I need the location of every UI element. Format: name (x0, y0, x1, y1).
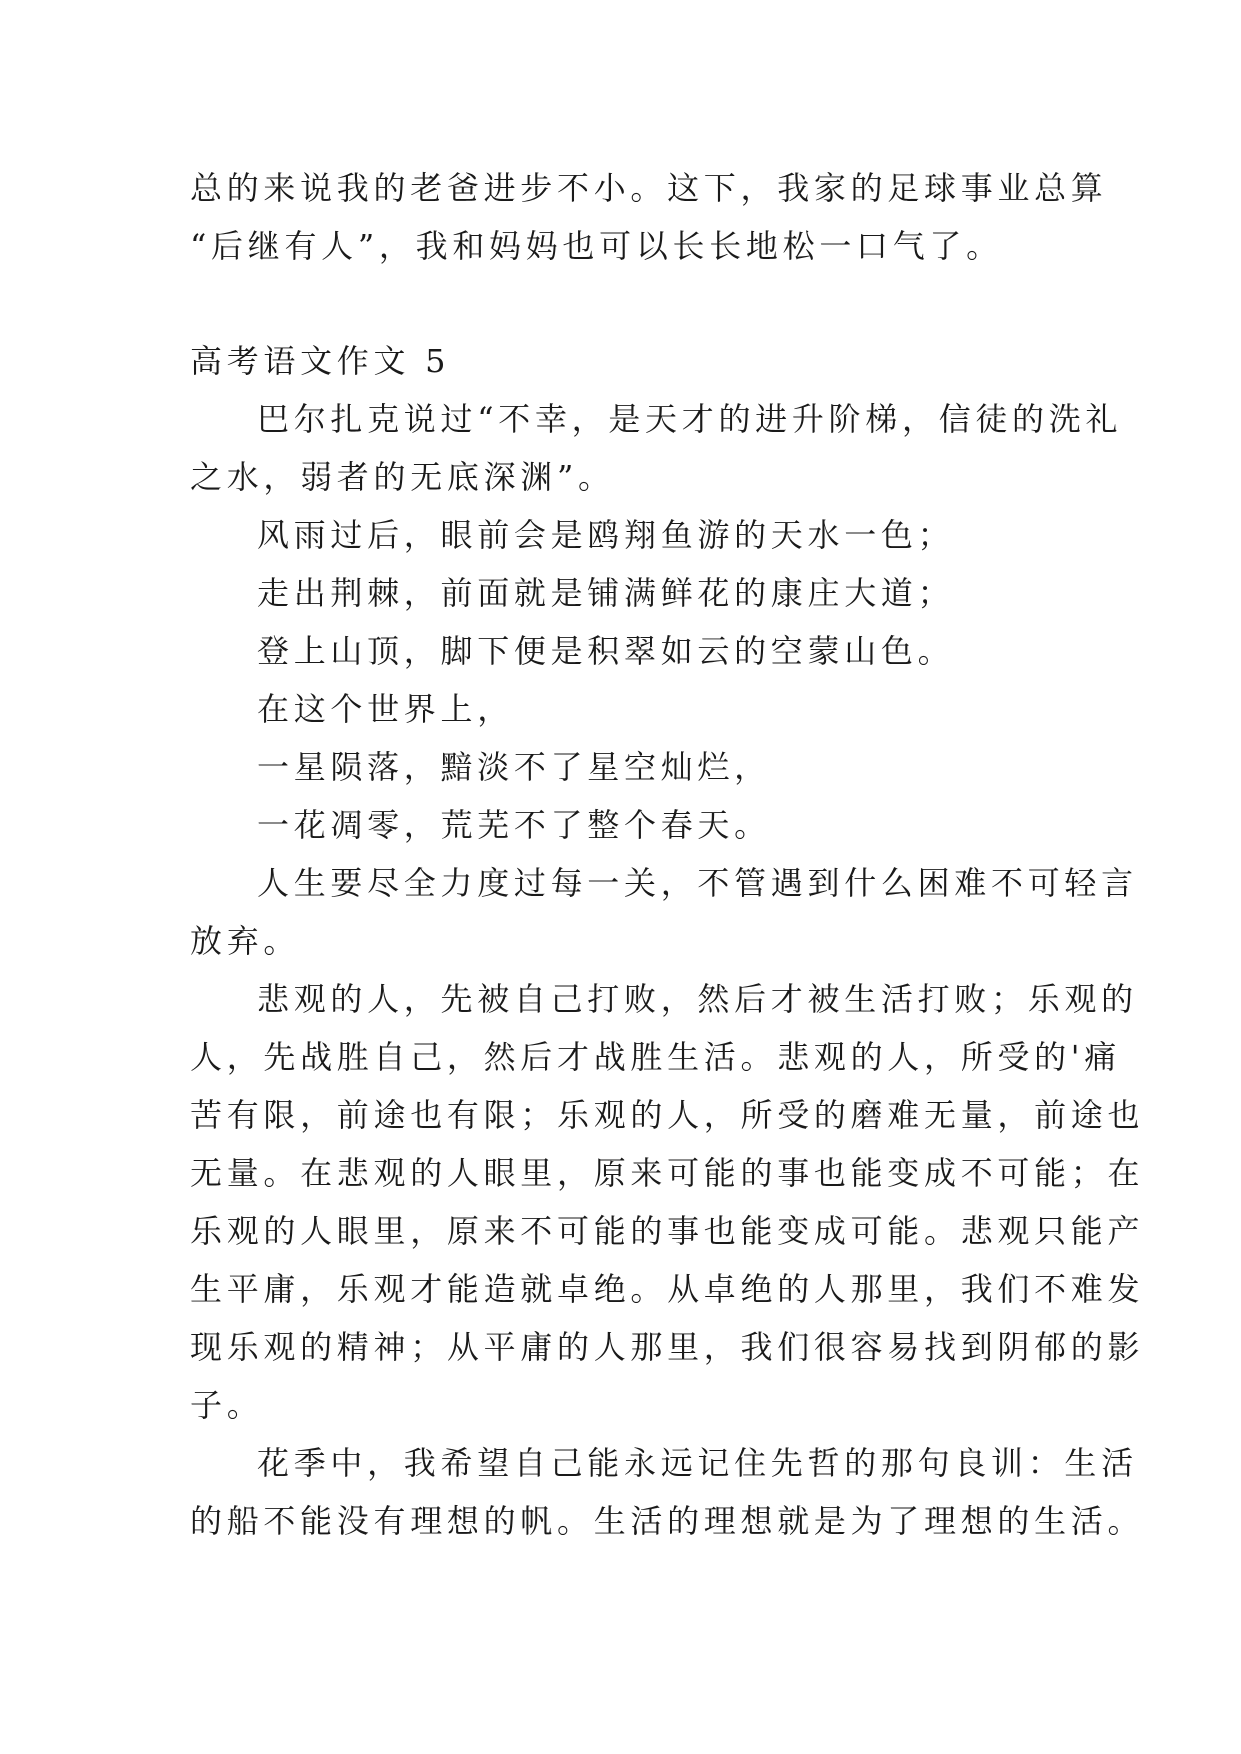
section-title: 高考语文作文 5 (190, 342, 451, 380)
paragraph-line: 无量。在悲观的人眼里，原来可能的事也能变成不可能；在 (190, 1154, 1145, 1192)
text-line: “后继有人”，我和妈妈也可以长长地松一口气了。 (190, 227, 1003, 265)
paragraph-line: 登上山顶，脚下便是积翠如云的空蒙山色。 (257, 632, 955, 670)
paragraph-line: 人，先战胜自己，然后才战胜生活。悲观的人，所受的'痛 (190, 1038, 1121, 1076)
paragraph-line: 风雨过后，眼前会是鸥翔鱼游的天水一色； (257, 516, 955, 554)
text-line: 总的来说我的老爸进步不小。这下，我家的足球事业总算 (190, 169, 1108, 207)
paragraph-line: 生平庸，乐观才能造就卓绝。从卓绝的人那里，我们不难发 (190, 1270, 1145, 1308)
paragraph-line: 一花凋零，荒芜不了整个春天。 (257, 806, 771, 844)
paragraph-line: 放弃。 (190, 922, 301, 960)
paragraph-line: 乐观的人眼里，原来不可能的事也能变成可能。悲观只能产 (190, 1212, 1145, 1250)
paragraph-line: 一星陨落，黯淡不了星空灿烂， (257, 748, 771, 786)
paragraph-line: 在这个世界上， (257, 690, 514, 728)
paragraph-line: 苦有限，前途也有限；乐观的人，所受的磨难无量，前途也 (190, 1096, 1145, 1134)
paragraph-line: 巴尔扎克说过“不幸，是天才的进升阶梯，信徒的洗礼 (257, 400, 1123, 438)
paragraph-line: 之水，弱者的无底深渊”。 (190, 458, 615, 496)
paragraph-line: 悲观的人，先被自己打败，然后才被生活打败；乐观的 (257, 980, 1138, 1018)
paragraph-line: 走出荆棘，前面就是铺满鲜花的康庄大道； (257, 574, 955, 612)
paragraph-line: 子。 (190, 1386, 264, 1424)
paragraph-line: 现乐观的精神；从平庸的人那里，我们很容易找到阴郁的影 (190, 1328, 1145, 1366)
paragraph-line: 花季中，我希望自己能永远记住先哲的那句良训：生活 (257, 1444, 1138, 1482)
paragraph-line: 的船不能没有理想的帆。生活的理想就是为了理想的生活。 (190, 1502, 1145, 1540)
paragraph-line: 人生要尽全力度过每一关，不管遇到什么困难不可轻言 (257, 864, 1138, 902)
